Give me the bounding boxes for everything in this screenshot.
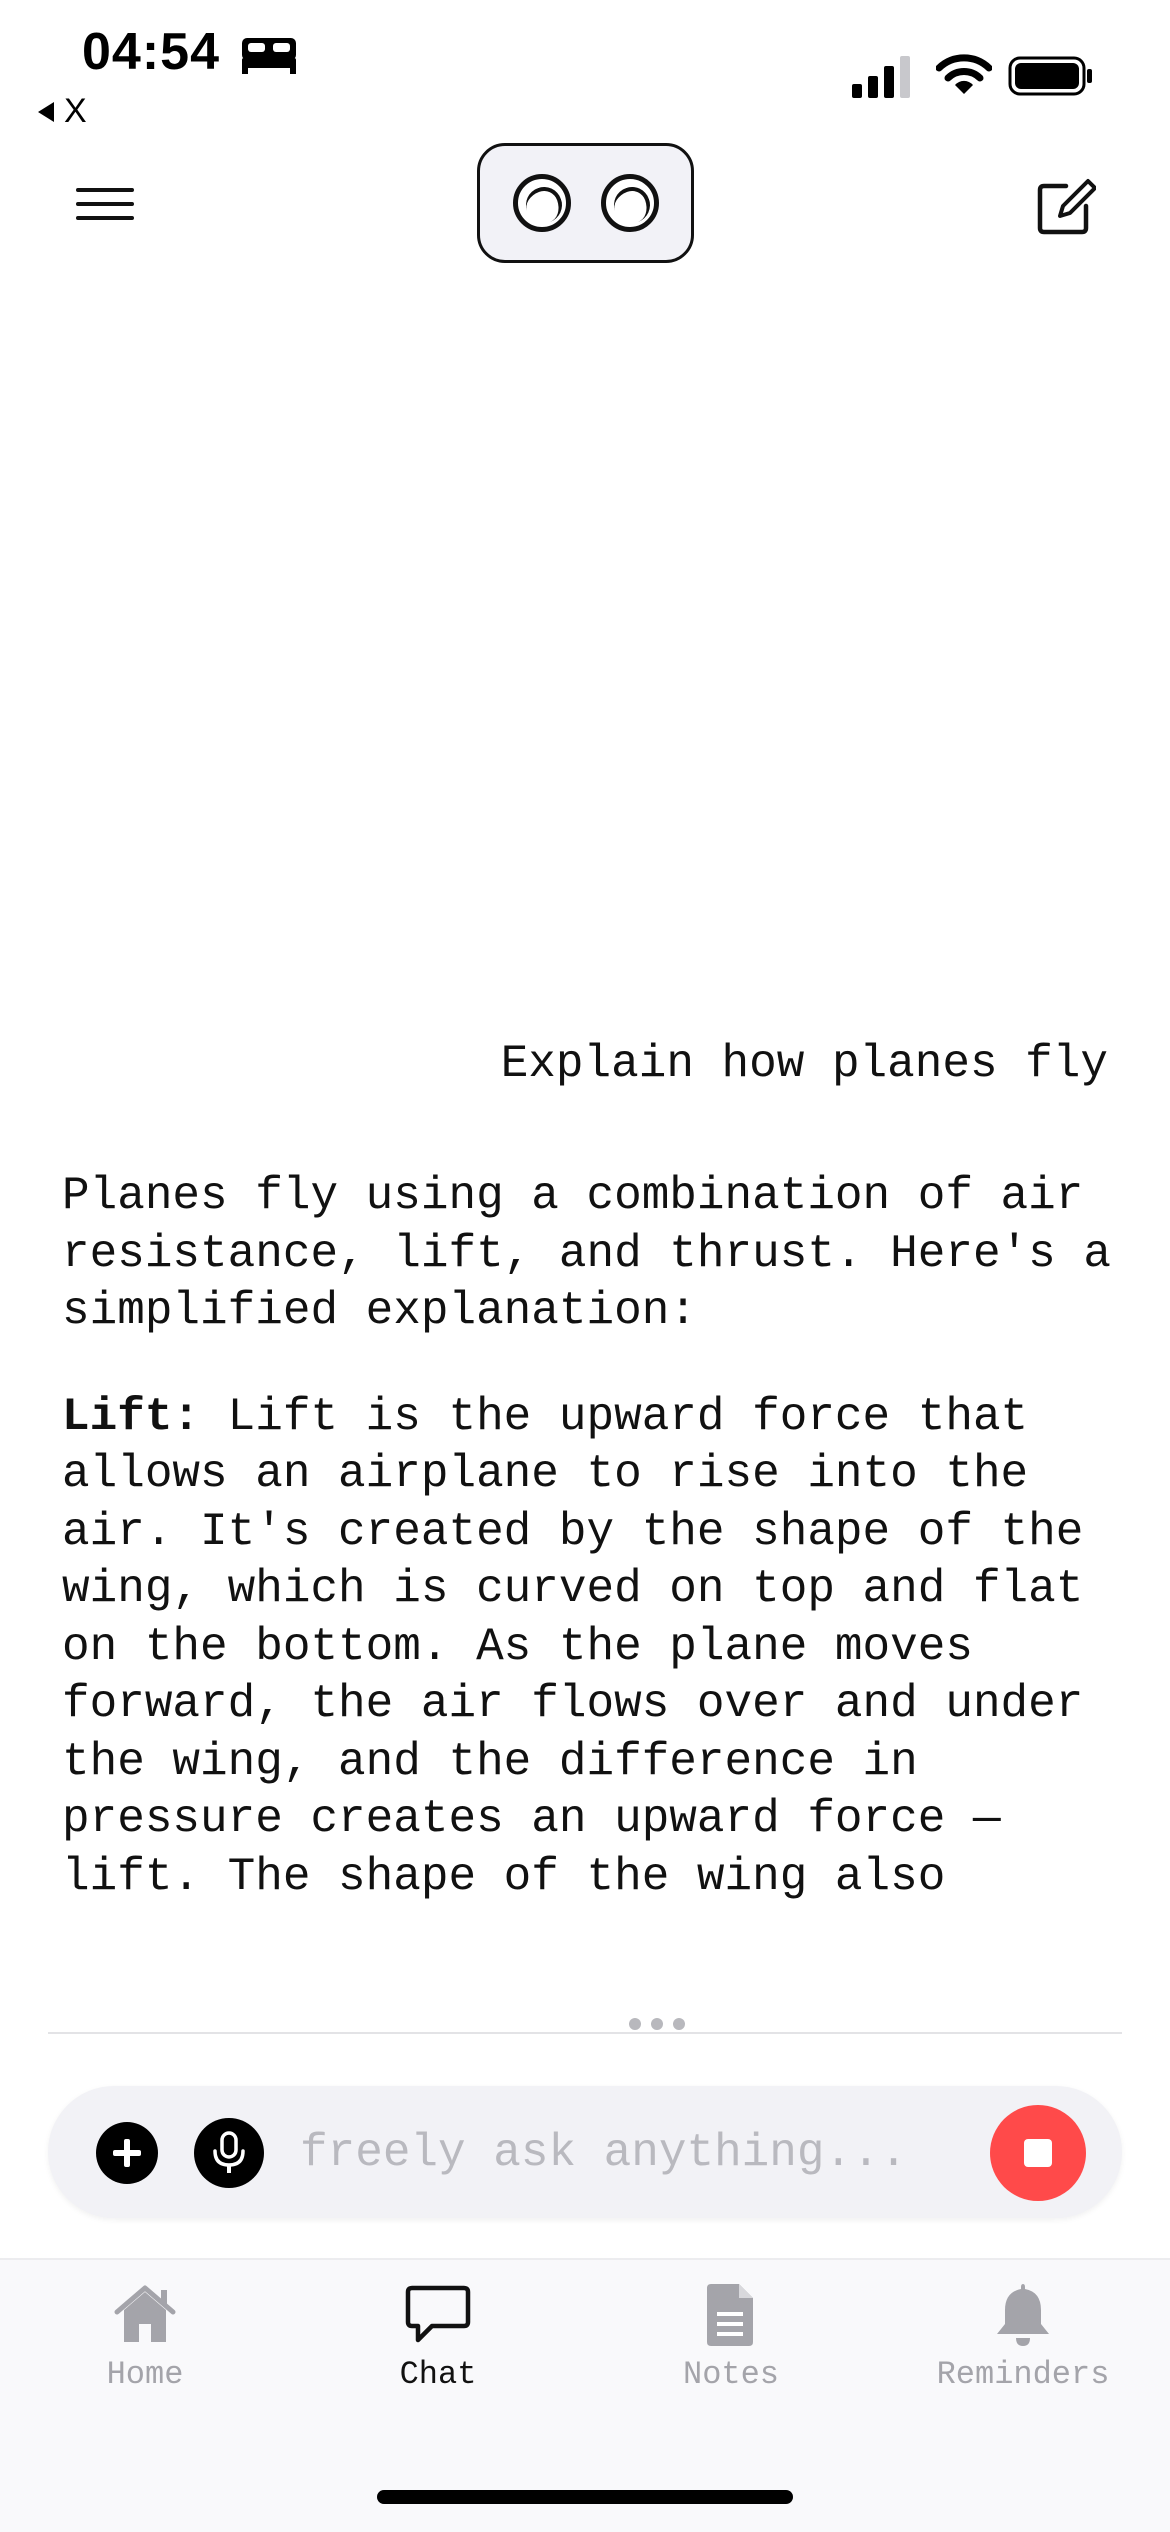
bed-icon xyxy=(240,34,298,74)
bell-icon xyxy=(987,2278,1059,2350)
back-app-label: X xyxy=(64,92,87,130)
assistant-intro: Planes fly using a combination of air resistance, lift, and thrust. Here's a simplified explanation: xyxy=(62,1170,1139,1337)
left-eye-icon xyxy=(513,174,571,232)
tab-chat[interactable] xyxy=(328,2278,548,2398)
chat-input[interactable] xyxy=(300,2116,960,2190)
stop-generation-button[interactable] xyxy=(990,2105,1086,2201)
microphone-button[interactable] xyxy=(194,2118,264,2188)
tab-home-label: Home xyxy=(106,2356,184,2393)
back-to-app[interactable] xyxy=(38,92,87,131)
wifi-icon xyxy=(936,54,992,96)
assistant-lift-paragraph xyxy=(62,1389,1122,1907)
chat-input-bar xyxy=(48,2086,1122,2218)
home-icon xyxy=(109,2278,181,2350)
compose-icon[interactable] xyxy=(1036,176,1096,236)
divider xyxy=(48,2032,1122,2034)
tab-notes[interactable] xyxy=(621,2278,841,2398)
lift-heading: Lift: xyxy=(62,1390,201,1443)
document-icon xyxy=(695,2278,767,2350)
user-message: Explain how planes fly xyxy=(500,1038,1108,1090)
tab-home[interactable] xyxy=(35,2278,255,2398)
app-logo-button[interactable] xyxy=(477,143,694,263)
status-time: 04:54 xyxy=(82,23,220,81)
hamburger-menu-icon[interactable] xyxy=(76,186,134,222)
more-ellipsis-icon[interactable] xyxy=(622,2014,692,2034)
tab-chat-label: Chat xyxy=(399,2356,477,2393)
battery-icon xyxy=(1008,56,1094,96)
tab-notes-label: Notes xyxy=(682,2356,779,2393)
assistant-message xyxy=(62,1168,1139,1954)
microphone-icon xyxy=(211,2131,247,2175)
status-bar xyxy=(0,0,1170,140)
right-eye-icon xyxy=(601,174,659,232)
chat-bubble-icon xyxy=(402,2278,474,2350)
add-attachment-button[interactable] xyxy=(96,2122,158,2184)
home-indicator xyxy=(377,2490,793,2504)
lift-body: Lift is the upward force that allows an airplane to rise into the air. It's created by the shape of the wing, which is curved on top and flat on the bottom. As the plane moves forward, the air flows over and under the wing, and the difference in pressure creates an upward force — lift. The shape of the wing also xyxy=(62,1390,1111,1903)
back-arrow-icon xyxy=(38,102,54,122)
tab-reminders-label: Reminders xyxy=(936,2356,1110,2393)
tab-reminders[interactable] xyxy=(913,2278,1133,2398)
signal-icon xyxy=(852,56,914,98)
